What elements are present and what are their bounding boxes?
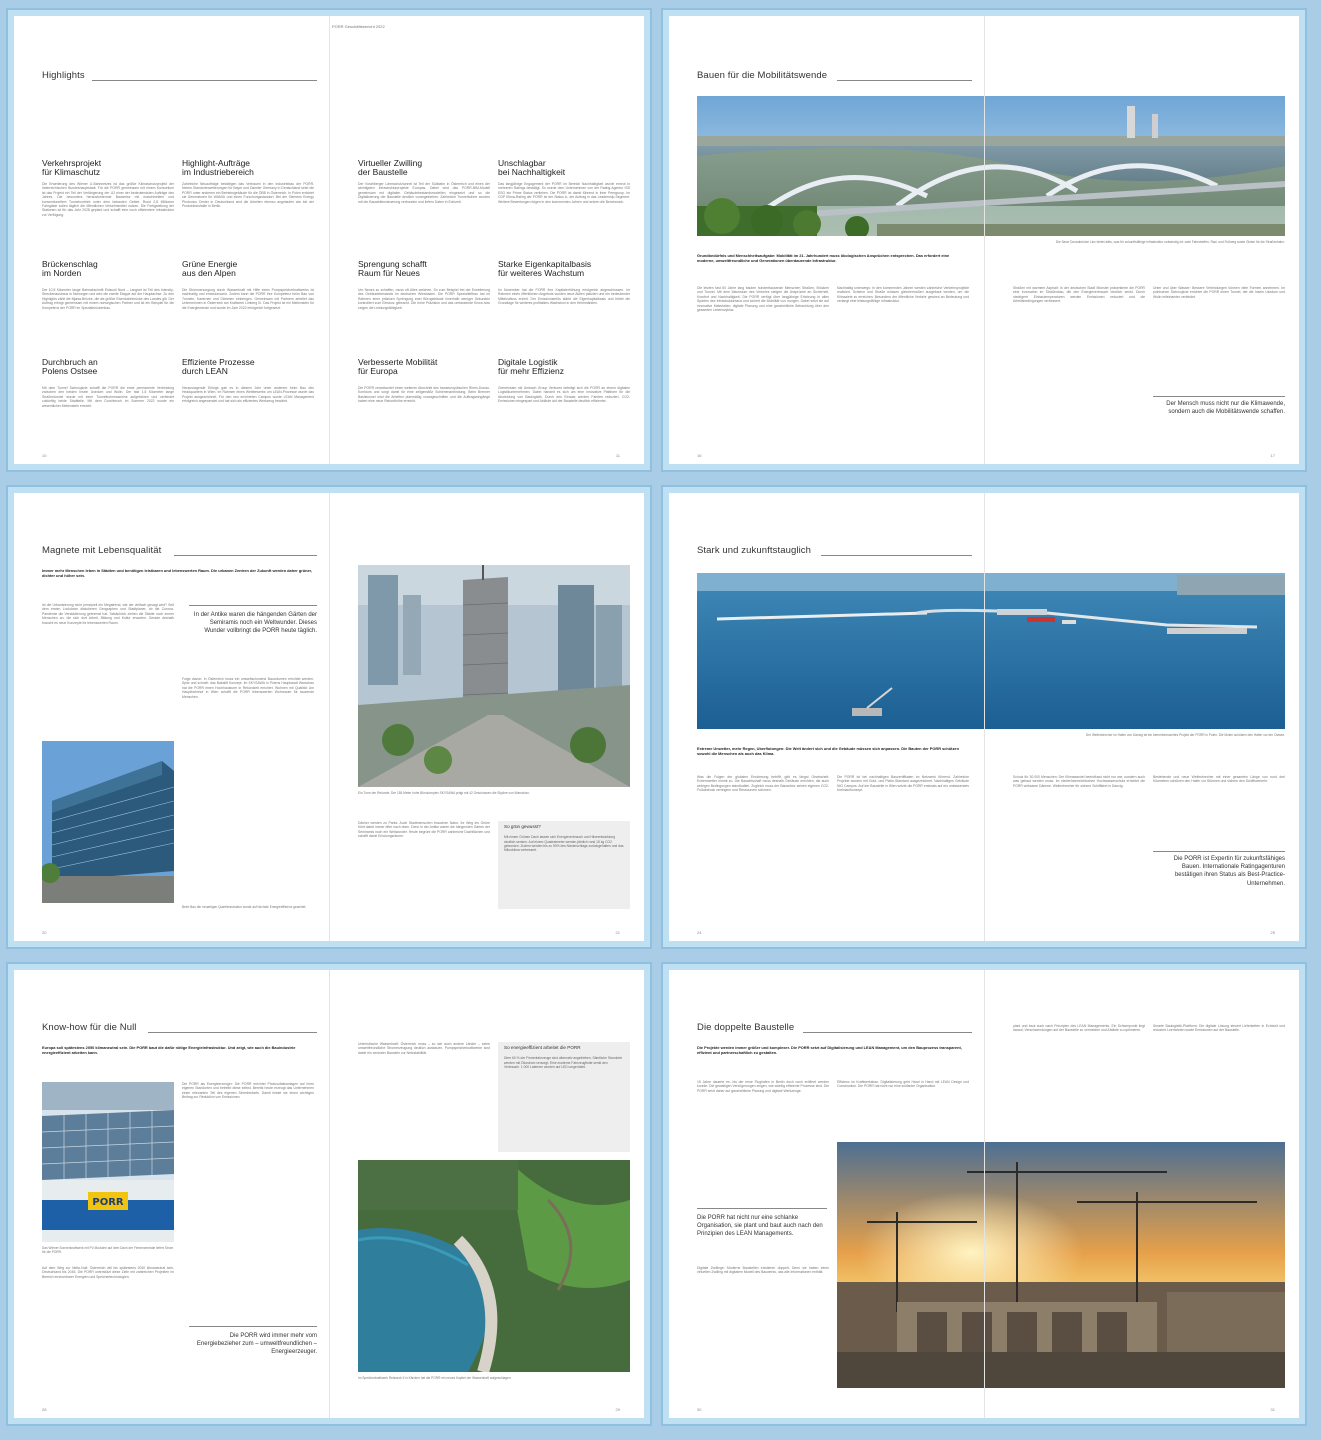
body-column: Ist die Urbanisierung nicht prinzipiell ein Megatrend, wie der vielfach gesagt wird? Seit dem ersten Lockdown diskutieren Geographen und Stadtplaner, ob die Corona-Pandemie die Verstädterung gebremst hat. Tatsächlich ziehen die Städte noch immer Menschen an, die sich dort Arbeit, Bildung und Kultur erwarten. Gerade deshalb braucht es neue Konzepte für lebenswerten Raum. bbox=[42, 603, 174, 625]
body-column: Was die Folgen der globalen Erwärmung betrifft, gibt es längst Gewissheit: Extremwetter nimmt zu. Die Bauwirtschaft muss deshalb Gebäude errichten, die auch widrigen Bedingungen standhalten. Zugleich muss der Bausektor seinen eigenen CO2-Fußabdruck verringern und Ressourcen schonen. bbox=[697, 775, 829, 793]
lead-paragraph: Extreme Unwetter, mehr Regen, Überflutungen: Die Welt ändert sich und die Gebäude müssen sich anpassen. Die Bauten der PORR schützen sowohl die Menschen als auch das Klima. bbox=[697, 747, 959, 756]
body-column: Schutz für 30.000 Menschen: Der Klimawandel beeinflusst nicht nur wie, sondern auch was gebaut werden muss. Im niederösterreichischen Hochwasserschutz errichtet die PORR wirksame Dämme. Wellenbrecher für sichere Schifffahrt in Danzig. bbox=[1013, 775, 1145, 788]
skyscraper-photo bbox=[358, 565, 630, 787]
highlight-body: Die PORR verantwortet einen weiteren Abschnitt des transeuropäischen Rhein-Donau-Korridors und sorgt damit für eine zeitgemäße Schienenanbindung. Beim Brenner Basistunnel sind die Arbeiten planmäßig vorangeschritten und die Auftragseingänge haben eine neue Rekordhöhe erreicht. bbox=[358, 386, 490, 404]
page-number: 10 bbox=[42, 453, 47, 458]
title-rule bbox=[174, 555, 317, 556]
lead-paragraph: Die Projekte werden immer größer und komplexer. Die PORR setzt auf Digitalisierung und LEAN Management, um den Bauprozess transparent, effizient und partnerschaftlich zu gestalten. bbox=[697, 1046, 962, 1055]
body-column: Unter und über Wasser: Bessere Verbindungen können viele Formen annehmen. Im polnischen Świnoujście errichtet die PORR einen Tunnel, der die Inseln Usedom und Wolin miteinander verbindet. bbox=[1153, 286, 1285, 299]
lead-paragraph: Immer mehr Menschen leben in Städten und benötigen leistbaren und lebenswerten Raum. Die urbanen Zentren der Zukunft werden daher grüner, dichter und höher sein. bbox=[42, 569, 312, 578]
page-title: Know-how für die Null bbox=[42, 1022, 137, 1033]
quote-rule bbox=[1153, 851, 1285, 852]
info-box-text: Mit einem Grünen Dach lassen sich Energieverbrauch und Hitzeentwicklung deutlich senken. Auf einem Quadratmeter werden jährlich rund 15 kg CO2 gebunden. Zudem werden bis zu 90% des Niederschlags zurückgehalten und das Mikroklima verbessert. bbox=[504, 835, 624, 853]
info-box-text: Über 60 % der Firmenfahrzeuge sind alternativ angetrieben. Sämtliche Standorte werden mit Ökostrom versorgt. Eine moderne Fahrzeugflotte senkt den Verbrauch. 1.000 Laternen wurden auf LED umgerüstet. bbox=[504, 1056, 623, 1069]
construction-site-photo bbox=[837, 1142, 1285, 1388]
highlight-body: Die Stromversorgung durch Wasserkraft mit Hilfe eines Pumpspeicherkraftwerks ist nachhaltig und emissionsarm. Zudem kann die PORR ihre Kompetenz beim Bau von Tunneln, Kavernen und Dämmen einbringen. Gemeinsam mit Partnern arbeitet das Unternehmen in Österreich am Kraftwerk Limberg III. Das Projekt ist ein Meilenstein für die Energiewende und wurde im Jahr 2022 erfolgreich fortgesetzt. bbox=[182, 288, 314, 310]
lead-paragraph: Europa soll spätestens 2050 klimaneutral sein. Die PORR baut die dafür nötige Energieinfrastruktur. Und zeigt, wie auch die Bauindustrie energieeffizient arbeiten kann. bbox=[42, 1046, 296, 1055]
photo-caption: Ein Turm der Rekorde: Der 155 Meter hohe Bürokomplex SKYSAWA prägt mit 42 Geschossen die Skyline von Warschau. bbox=[358, 791, 530, 795]
page-sheet bbox=[14, 493, 644, 941]
pull-quote: Der Mensch muss nicht nur die Klimawende, sondern auch die Mobilitätswende schaffen. bbox=[1166, 401, 1285, 416]
highlight-body: Um Neues zu schaffen, muss oft Altes weichen. So zum Beispiel bei der Erweiterung des Gebäudebestands im deutschen Wiesbaden. Die PORR Spezialtiefbau hat im Rahmen einer präzisen Sprengung zwei Bürogebäude innerhalb weniger Sekunden kontrolliert zum Einsturz gebracht. Die hohe Präzision und das umfassende Know-how zeigen die Leistungsfähigkeit. bbox=[358, 288, 490, 310]
body-column: Smarte Baulogistik-Plattform: Die digitale Lösung steuert Lieferketten in Echtzeit und reduziert Leerfahrten sowie Emissionen auf der Baustelle. bbox=[1153, 1024, 1285, 1033]
highlight-heading: Digitale Logistik für mehr Effizienz bbox=[498, 357, 564, 376]
spread-resilient bbox=[661, 485, 1307, 949]
highlight-heading: Durchbruch an Polens Ostsee bbox=[42, 357, 98, 376]
page-sheet bbox=[669, 493, 1299, 941]
page-number: 28 bbox=[42, 1407, 47, 1412]
body-column: Die letzten fast 60 Jahre lang bauten hunderttausende Menschen Straßen, Brücken und Tunnel. Mit dem Wachstum des Verkehrs steigen die Ansprüche an Sicherheit, Komfort und Nachhaltigkeit. Die PORR verfügt über langjährige Erfahrung in allen Sparten des Infrastrukturbaus und sichert die Mobilität von morgen. Dabei setzt sie auf innovative Materialien, digitale Planung und eine ganzheitliche Betrachtung über den gesamten Lebenszyklus. bbox=[697, 286, 829, 313]
pull-quote: In der Antike waren die hängenden Gärten der Semiramis noch ein Weltwunder. Dieses Wunder vollbringt die PORR heute täglich. bbox=[193, 612, 317, 635]
page-sheet bbox=[669, 16, 1299, 464]
page-number: 30 bbox=[697, 1407, 702, 1412]
highlight-heading: Verkehrsprojekt für Klimaschutz bbox=[42, 158, 102, 177]
lead-paragraph: Grundbedürfnis und Menschheitsaufgabe: Mobilität im 21. Jahrhundert muss ökologischen Ansprüchen entsprechen. Das erfordert eine moderne, umweltfreundliche und Generationen überdauernde Infrastruktur. bbox=[697, 254, 950, 263]
building-photo bbox=[42, 741, 174, 903]
spread-double-site bbox=[661, 962, 1307, 1426]
page-number: 16 bbox=[697, 453, 702, 458]
spread-highlights bbox=[6, 8, 652, 472]
photo-caption: Im Speicherkraftwerk Reisseck II in Kärnten hat die PORR ein neues Kapitel der Wasserkraft aufgeschlagen. bbox=[358, 1376, 512, 1380]
page-sheet bbox=[669, 970, 1299, 1418]
harbour-photo bbox=[697, 573, 1285, 729]
highlight-body: Im November hat die PORR ihre Kapitalerhöhung erfolgreich abgeschlossen. Im Rahmen eines öffentlichen Angebots wurden neue Aktien platziert und ein bedeutender Mittelzufluss erzielt. Der Emissionserlös stärkt die Eigenkapitalbasis und bildet die Grundlage für weiteres profitables Wachstum in den Heimmärkten. bbox=[498, 288, 630, 306]
photo-caption: Der Wellenbrecher im Hafen von Danzig ist ein bemerkenswertes Projekt der PORR in Polen. Die Molen schützen den Hafen vor der Ostsee. bbox=[1085, 733, 1285, 737]
highlight-heading: Virtueller Zwilling der Baustelle bbox=[358, 158, 423, 177]
highlight-body: Gemeinsam mit Umbach Group Ventures beteiligt sich die PORR an einem digitalen Logistikunternehmen. Dabei handelt es sich um eine innovative Plattform für die Abwicklung von Baulogistik. Durch den Einsatz werden Fahrten reduziert, CO2-Emissionen eingespart und Abläufe auf der Baustelle deutlich effizienter. bbox=[498, 386, 630, 404]
title-rule bbox=[837, 80, 972, 81]
page-title: Magnete mit Lebensqualität bbox=[42, 545, 162, 556]
highlight-heading: Verbesserte Mobilität für Europa bbox=[358, 357, 438, 376]
quote-rule bbox=[189, 1326, 317, 1327]
body-column: Dächer werden zu Parks: Auch Stadtmenschen brauchen Natur. Ihr Weg ins Grüne führt dabei immer öfter nach oben. Denn in der Antike waren die hängenden Gärten der Semiramis noch ein Weltwunder. Heute begrünt die PORR zahlreiche Dachflächen und schafft damit Erholungsräume. bbox=[358, 821, 490, 839]
highlight-body: Herausragende Erfolge gab es in diesem Jahr unter anderem beim Bau des Headquarters in Wien. Im Rahmen eines Wettbewerbs um LEAN-Prozesse wurde das Projekt ausgezeichnet. Für den neu errichteten Campus wurde LEAN Management erfolgreich angewendet und hat sich als effizientes Werkzeug bewährt. bbox=[182, 386, 314, 404]
running-head: PORR Geschäftsbericht 2022 bbox=[332, 24, 385, 29]
page-number: 21 bbox=[615, 930, 620, 935]
title-rule bbox=[821, 555, 972, 556]
pull-quote: Die PORR hat nicht nur eine schlanke Organisation, sie plant und baut auch nach den Prinzipien des LEAN Managements. bbox=[697, 1215, 823, 1238]
page-sheet bbox=[14, 16, 644, 464]
pull-quote: Die PORR ist Expertin für zukunftsfähiges Bauen. Internationale Ratingagenturen bestätigen ihren Status als Best-Practice-Unternehmen. bbox=[1173, 856, 1285, 887]
body-column: Digitale Zwillinge: Moderne Baustellen existieren doppelt. Denn sie haben einen virtuellen Zwilling mit digitalem Modell des Bauwerks, das alle Informationen enthält. bbox=[697, 1266, 829, 1275]
photo-caption: Beim Bau der neuartigen Quartiersstruktur wurde auf höchste Energieeffizienz geachtet. bbox=[182, 905, 307, 909]
page-title: Highlights bbox=[42, 70, 85, 81]
body-column: plant und baut auch nach Prinzipien des LEAN Managements. Ein Schwerpunkt liegt darauf, Verschwendungen auf der Baustelle zu vermeiden und Abläufe zu optimieren. bbox=[1013, 1024, 1145, 1033]
page-number: 31 bbox=[1270, 1407, 1275, 1412]
info-box-title: So grün gewusst? bbox=[504, 824, 541, 829]
company-logo: PORR bbox=[92, 1197, 124, 1208]
body-column: Auf dem Weg zur Netto-Null: Österreich will bis spätestens 2040 klimaneutral sein, Deutschland bis 2045. Die PORR unterstützt diese Ziele mit zahlreichen Projekten im Bereich erneuerbarer Energien und Speichertechnologien. bbox=[42, 1266, 174, 1279]
body-column: 15 Jahre dauerte es, bis der neue Flughafen in Berlin doch noch eröffnet werden konnte. Die gewaltigen Verzögerungen zeigen, wie wichtig effiziente Prozesse sind. Die PORR setzt daher auf ganzheitliche Planung und digitale Werkzeuge. bbox=[697, 1080, 829, 1093]
photo-caption: Das Wiener Sonnenkraftwerk mit PV-Modulen auf dem Dach der Firmenzentrale liefert Strom für die PORR. bbox=[42, 1246, 174, 1255]
quote-rule bbox=[697, 1208, 827, 1209]
body-column: Effizienz im Kraftwerksbau: Digitalisierung geht Hand in Hand mit LEAN Design und Construction. Die PORR hat nicht nur eine schlanke Organisation. bbox=[837, 1080, 969, 1089]
body-column: Die PORR ist bei nachhaltigen Bauzertifikaten im Netzwerk führend. Zahlreiche Projekte wurden mit Gold- und Platin-Standard ausgezeichnet. Nachhaltiges Gebäude NIO Campus: Auf der Baustelle in Wien setzte die PORR erstmals auf ein umfassendes Kreislaufkonzept. bbox=[837, 775, 969, 793]
page-number: 24 bbox=[697, 930, 702, 935]
body-column: Straßen mit warmem Asphalt: In der deutschen Stadt Münster präsentierte die PORR eine Innovation im Straßenbau, die den Energieverbrauch deutlich senkt. Durch niedrigere Einbautemperaturen werden Emissionen reduziert und die Arbeitsbedingungen verbessert. bbox=[1013, 286, 1145, 304]
highlight-heading: Effiziente Prozesse durch LEAN bbox=[182, 357, 255, 376]
info-box bbox=[498, 1042, 630, 1152]
body-column: Unterirdische Wasserkraft: Österreich muss – so wie auch andere Länder – seine umweltfreundliche Stromerzeugung deutlich ausbauen. Pumpspeicherkraftwerke sind dabei ein zentraler Baustein zur Netzstabilität. bbox=[358, 1042, 490, 1055]
page-title: Die doppelte Baustelle bbox=[697, 1022, 795, 1033]
title-rule bbox=[803, 1032, 972, 1033]
page-number: 17 bbox=[1270, 453, 1275, 458]
highlight-heading: Highlight-Aufträge im Industriebereich bbox=[182, 158, 254, 177]
page-title: Stark und zukunftstauglich bbox=[697, 545, 812, 556]
highlight-body: Die Erweiterung des Wiener U-Bahnnetzes ist das größte Klimaschutzprojekt der österreichischen Bundeshauptstadt. Für die PORR gemeinsam mit einem Konsortium ist das Projekt ein Teil der Verlängerung der U2 einer der bedeutendsten Aufträge des Jahres. Die besonders herausfordernde Bauweise mit maschinellem und konventionellem Tunnelvortrieb unter dem bebauten Gebiet. Rund 2,8 Millionen Fahrgäste sollen täglich die öffentlichen Verkehrsmittel nutzen. Die Fertigstellung der Stationen ist für das Jahr 2028 geplant und schafft eine noch effizientere Infrastruktur zur Verfügung. bbox=[42, 182, 174, 217]
title-rule bbox=[92, 80, 317, 81]
body-column: Die PORR als Energieerzeuger: Die PORR errichtet Photovoltaikanlagen auf ihren eigenen Standorten und betreibt diese selbst. Bereits heute erzeugt das Unternehmen einen relevanten Teil des eigenen Strombedarfs. Damit leistet sie einen wichtigen Beitrag zur Reduktion von Emissionen. bbox=[182, 1082, 314, 1100]
highlight-heading: Sprengung schafft Raum für Neues bbox=[358, 259, 427, 278]
page-number: 29 bbox=[615, 1407, 620, 1412]
page-sheet bbox=[14, 970, 644, 1418]
highlight-body: Zahlreiche Neuaufträge bestätigen das Vertrauen in den Industriebau der PORR. Neben Standorterweiterungen für Bayer und Daimler Germany in Deutschland setzt die PORR unter anderem ein Betriebsgebäude für die ÖBB in Österreich. In Polen errichtet sie Generatoren für WAMIU und einen Forschungsstandort. Bei der Siemens Energy Photonics Center in Deutschland sind die Arbeiten ebenso angelaufen wie bei der Produktionshalle in Berlin. bbox=[182, 182, 314, 209]
highlight-heading: Brückenschlag im Norden bbox=[42, 259, 98, 278]
quote-rule bbox=[189, 605, 317, 606]
spread-magnets bbox=[6, 485, 652, 949]
info-box bbox=[498, 821, 630, 909]
highlight-body: Das langjährige Engagement der PORR im Bereich Nachhaltigkeit wurde erneut in mehreren Ratings bestätigt. So wurde dem Unternehmen von der Rating-Agentur ISS ESG ein Prime Status verliehen. Die PORR ist damit führend in ihrer Peergroup. Im CDP Klima-Rating der PORR ist der Status A- der Auftrag in das Leadership-Segment. Weitere Bewertungen folgen in den kommenden Jahren und setzen die Benchmark. bbox=[498, 182, 630, 204]
page-title: Bauen für die Mobilitätswende bbox=[697, 70, 828, 81]
bridge-photo bbox=[697, 96, 1285, 236]
highlight-body: Der 10,5 Kilometer lange Bahnabschnitt Eidsvoll Nord – Langset ist Teil des Intercity-Streckenausbaus in Norwegen und wird die zweite Etappe auf der Hauptachse. Zu den Highlights zählt die Mjøsa-Brücke, die als größte Eisenbahnbrücke des Landes gilt. Der Auftrag erfolgt gemeinsam mit einem norwegischen Partner und ist ein Beispiel für die Kompetenz der PORR im Spezialbrückenbau. bbox=[42, 288, 174, 310]
body-column: Folge davon: In Österreich muss ein umweltschonend Bauvolumen errichtet werden. Spitz und schnell: das Bakalift Konzept. Im SKYSAWA in Polens Hauptstadt Warschau hat die PORR einen Hochhausturm in Rekordzeit errichtet. Wohnen mit Qualität: Am Hauptbahnhof in Wien schafft die PORR lebenswerten Wohnraum für tausende Menschen. bbox=[182, 677, 314, 699]
quote-rule bbox=[1153, 396, 1285, 397]
photo-caption: Die Neue Donaubrücke Linz bietet alles, was für zukunftsfähige Infrastruktur notwendig ist: zwei Fahrstreifen, Rad- und Fußweg sowie Gleise für die Straßenbahn. bbox=[1055, 240, 1285, 244]
pull-quote: Die PORR wird immer mehr vom Energiebezieher zum – umweltfreundlichen – Energieerzeuger. bbox=[196, 1333, 317, 1356]
highlight-heading: Unschlagbar bei Nachhaltigkeit bbox=[498, 158, 566, 177]
page-number: 25 bbox=[1270, 930, 1275, 935]
page-number: 11 bbox=[615, 453, 620, 458]
body-column: Nachhaltig unterwegs: In den kommenden Jahren werden zahlreiche Verkehrsprojekte realisiert. Schiene und Straße müssen gleichermaßen ausgebaut werden, um die Klimaziele zu erreichen. Besonders der öffentliche Verkehr gewinnt an Bedeutung und verlangt eine leistungsfähige Infrastruktur. bbox=[837, 286, 969, 304]
info-box-title: So energieeffizient arbeitet die PORR bbox=[504, 1045, 581, 1050]
highlight-body: Mit dem Tunnel Świnoujście schafft die PORR die erste permanente Verbindung zwischen den beiden Inseln Usedom und Wolin. Der fast 1,5 Kilometer lange Straßentunnel wurde mit einer Tunnelbohrmaschine aufgefahren und verbindet zukünftig beide Stadtteile. Mit dem Durchbruch im Sommer 2022 wurde ein wesentlicher Meilenstein erreicht. bbox=[42, 386, 174, 408]
highlight-heading: Grüne Energie aus den Alpen bbox=[182, 259, 238, 278]
spread-net-zero bbox=[6, 962, 652, 1426]
highlight-heading: Starke Eigenkapitalbasis für weiteres Wachstum bbox=[498, 259, 592, 278]
body-column: Bestehende und neue Wellenbrecher mit einer gesamten Länge von rund drei Kilometern schützen den Hafen vor Stürmen und sichern den Schiffsverkehr. bbox=[1153, 775, 1285, 784]
highlight-body: Der Vorarlberger Lärmschutztunnel ist Teil der Südbahn in Österreich und eines der wichtigsten Infrastrukturprojekte Europas. Dabei wird das PORR-BIM-Modell gemeinsam mit digitalen Gebäudebestandsmodellen eingesetzt und so die Digitalisierung der Baustelle deutlich vorangetrieben. Zahlreiche Tunnelbohrer wurden mit der Baustellensteuerung verbunden und liefern Daten in Echtzeit. bbox=[358, 182, 490, 204]
dam-photo bbox=[358, 1160, 630, 1372]
title-rule bbox=[148, 1032, 317, 1033]
spread-mobility bbox=[661, 8, 1307, 472]
solar-roof-photo bbox=[42, 1082, 174, 1242]
page-number: 20 bbox=[42, 930, 47, 935]
